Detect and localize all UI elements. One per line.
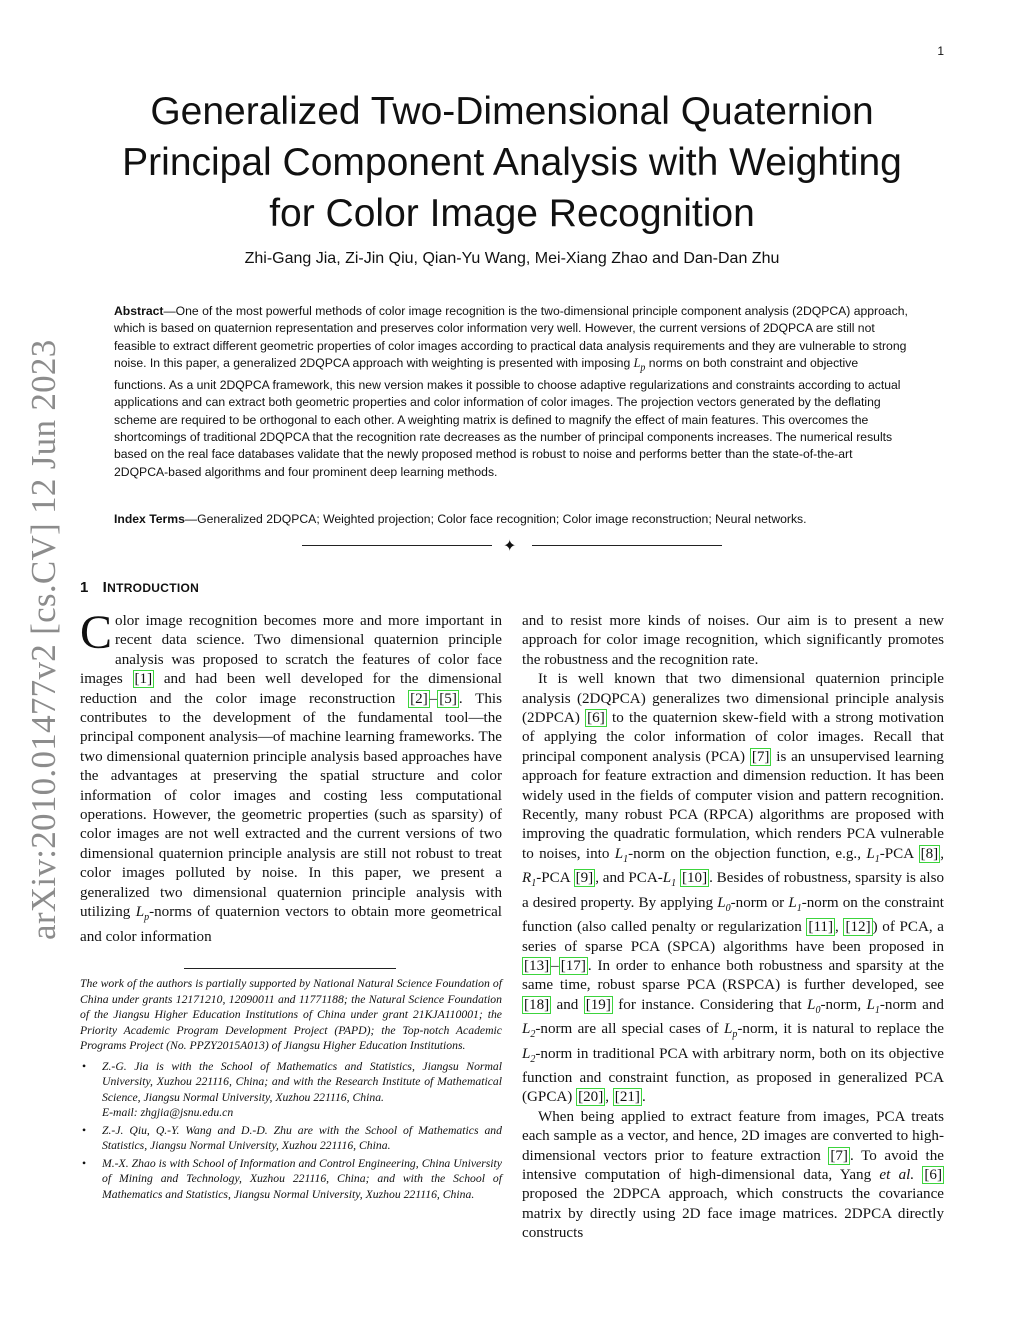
l1-norm-symbol: $L_1$ <box>662 870 677 890</box>
affiliation-item: • Z.-G. Jia is with the School of Mathematics and Statistics, Jiangsu Normal University, Xuzhou 221116, China; and with the Research Institute of Mathematical Science, Jiangsu Normal University, Xuzhou 221116, China. E-mail: zhgjia@jsnu.edu.cn <box>82 1059 502 1119</box>
section-title-first-letter: I <box>102 579 108 596</box>
abstract-text-part-2: norms on both constraint and objective functions. As a unit 2DQPCA framework, this new version makes it possible to choose adaptive regularizations and constraints according to actual applications and can extract both geometric properties and color information of color images. The projection vectors generated by the deflating scheme are required to be orthogonal to each other. A weighting matrix is defined to magnify the effect of main features. This overcomes the shortcomings of traditional 2DQPCA that the recognition rate decreases as the number of principal components increases. The numerical results based on the real face databases validate that the newly proposed method is robust to noise and performs better than the state-of-the-art 2DQPCA-based algorithms and four prominent deep learning methods. <box>114 356 901 479</box>
lp-norm-symbol: $L_p$ <box>723 1021 738 1041</box>
citation-link[interactable]: [8] <box>920 845 939 862</box>
l1-norm-symbol: $L_1$ <box>866 845 880 865</box>
affiliation-item: • Z.-J. Qiu, Q.-Y. Wang and D.-D. Zhu are with the School of Mathematics and Statistics, Jiangsu Normal University, Xuzhou 221116, China. <box>82 1123 502 1152</box>
citation-link[interactable]: [10] <box>681 870 708 887</box>
citation-link[interactable]: [6] <box>587 710 605 727</box>
citation-link[interactable]: [9] <box>575 870 594 887</box>
citation-link[interactable]: [21] <box>614 1089 640 1106</box>
l2-norm-symbol: $L_2$ <box>522 1045 536 1065</box>
citation-link[interactable]: [7] <box>830 1147 848 1164</box>
section-heading-introduction <box>80 579 199 596</box>
section-separator <box>302 538 722 554</box>
citation-link[interactable]: [17] <box>560 957 586 974</box>
citation-link[interactable]: [11] <box>808 919 834 936</box>
index-terms-text: —Generalized 2DQPCA; Weighted projection; Color face recognition; Color image reconstruction; Neural networks. <box>184 512 807 526</box>
citation-link[interactable]: [2] <box>410 690 428 707</box>
dropcap-letter: C <box>80 606 113 659</box>
section-title-rest: NTRODUCTION <box>107 581 200 595</box>
citation-link[interactable]: [20] <box>578 1089 604 1106</box>
l1-norm-symbol: $L_1$ <box>866 996 880 1016</box>
l1-norm-symbol: $L_1$ <box>788 894 802 914</box>
intro-paragraph-1: Color image recognition becomes more and more important in recent data science. Two dimensional quaternion principle analysis was proposed to scratch the features of color face images [1] and had been well developed for the dimensional reduction and the color image reconstruction [2] – [5] . This contributes to the development of the fundamental tool—the principal component analysis—of machine learning frameworks. The two dimensional quaternion principle analysis based approaches have the advantages at preserving the spatial structure and color information of color images and costing less computational operations. However, the geometric properties (such as sparsity) of color images are not well extracted and the current versions of two dimensional quaternion principle analysis are still not robust to treat color images polluted by noise. In this paper, we present a generalized two dimensional quaternion principle analysis with utilizing $L_p$-norms of quaternion vectors to obtain more geometrical and color information <box>80 606 503 945</box>
bullet-icon: • <box>82 1059 87 1073</box>
et-al: et al. <box>879 1167 915 1184</box>
citation-link[interactable]: [1] <box>134 671 153 688</box>
citation-link[interactable]: [19] <box>585 996 611 1013</box>
arxiv-identifier-stamp[interactable]: arXiv:2010.01477v2 [cs.CV] 12 Jun 2023 <box>24 339 63 940</box>
intro-paragraph-3: It is well known that two dimensional quaternion principle analysis (2DQPCA) generalizes two dimensional principle analysis (2DPCA) [6] to the quaternion skew-field with a strong motivation of applying the color information of color images. Recall that principal component analysis (PCA) [7] is an unsupervised learning approach for feature extraction and dimension reduction. It has been widely used in the fields of computer vision and pattern recognition. Recently, many robust PCA (RPCA) algorithms are proposed with improving the quadratic formulation, which renders PCA vulnerable to noises, into $L_1$-norm on the objection function, e.g., $L_1$-PCA [8] , $R_1$-PCA [9] , and PCA-$L_1$ [10] . Besides of robustness, sparsity is also a desired property. By applying $L_0$-norm or $L_1$-norm on the constraint function (also called penalty or regularization [11] , [12] ) of PCA, a series of sparse PCA (SPCA) algorithms have been proposed in [13] – [17] . In order to enhance both robustness and sparsity at the same time, robust sparse PCA (RSPCA) is further developed, see [18] and [19] for instance. Considering that $L_0$-norm, $L_1$-norm and $L_2$-norm are all special cases of $L_p$-norm, it is natural to replace the $L_2$-norm in traditional PCA with arbitrary norm, both on its objective function and constraint function, as proposed in generalized PCA (GPCA) [20] , [21] . <box>522 671 945 1106</box>
page-number: 1 <box>937 44 944 58</box>
index-terms-label: Index Terms <box>114 512 185 526</box>
right-column-body <box>522 612 944 1244</box>
intro-paragraph-4: When being applied to extract feature from images, PCA treats each sample as a vector, and hence, 2D images are converted to high-dimensional vectors prior to feature extraction [7] . To avoid the intensive computation of high-dimensional data, Yang et al. [6] proposed the 2DPCA approach, which constructs the covariance matrix by directly using 2D face image matrices. 2DPCA directly constructs <box>522 1108 944 1242</box>
footnotes <box>80 976 502 1204</box>
author-list: Zhi-Gang Jia, Zi-Jin Qiu, Qian-Yu Wang, Mei-Xiang Zhao and Dan-Dan Zhu <box>244 250 780 267</box>
separator-line-right <box>532 545 722 546</box>
separator-diamond-icon: ✦ <box>503 538 517 555</box>
paper-title: Generalized Two-Dimensional Quaternion Principal Component Analysis with Weighting for Color Image Recognition <box>122 90 902 235</box>
funding-note: The work of the authors is partially supported by National Natural Science Foundation of China under grants 12171210, 12090011 and 11771188; the Natural Science Foundation of the Jiangsu Higher Education Institutions of China under grant 21KJA110001; the Priority Academic Program Development Project (PAPD); the Top-notch Academic Programs Project (No. PPZY2015A013) of Jiangsu Higher Education Institutions. <box>80 977 502 1052</box>
footnote-rule <box>184 968 396 969</box>
abstract-text-part-1: —One of the most powerful methods of color image recognition is the two-dimensional principle component analysis (2DQPCA) approach, which is based on quaternion representation and preserves color information very well. However, the current versions of 2DQPCA are still not feasible to extract different geometric properties of color images according to practical data analysis requirements and they are vulnerable to strong noise. In this paper, a generalized 2DQPCA approach with weighting is presented with imposing <box>114 304 908 371</box>
r1-norm-symbol: $R_1$ <box>522 870 537 890</box>
affiliation-list <box>80 1059 502 1203</box>
lp-norm-symbol: $L_p$ <box>135 904 150 924</box>
intro-paragraph-2: and to resist more kinds of noises. Our aim is to present a new approach for color image recognition, which significantly promotes the robustness and the recognition rate. <box>522 613 944 668</box>
bullet-icon: • <box>82 1156 87 1170</box>
section-number: 1 <box>80 579 89 596</box>
citation-link[interactable]: [7] <box>751 748 770 765</box>
abstract-label: Abstract <box>114 304 164 318</box>
left-column-body <box>80 606 503 960</box>
l1-norm-symbol: $L_1$ <box>614 845 629 865</box>
separator-line-left <box>302 545 492 546</box>
citation-link[interactable]: [13] <box>524 957 550 974</box>
citation-link[interactable]: [6] <box>924 1167 943 1184</box>
l0-norm-symbol: $L_0$ <box>807 996 821 1016</box>
citation-link[interactable]: [18] <box>524 996 550 1013</box>
bullet-icon: • <box>82 1123 87 1137</box>
author-email[interactable]: E-mail: zhgjia@jsnu.edu.cn <box>102 1106 234 1119</box>
index-terms <box>114 511 910 528</box>
citation-link[interactable]: [5] <box>439 690 457 707</box>
lp-norm-symbol: $L_p$ <box>633 356 646 374</box>
abstract <box>114 303 910 481</box>
affiliation-item: • M.-X. Zhao is with School of Information and Control Engineering, China University of Mining and Technology, Xuzhou 221116, China; and with the School of Mathematics and Statistics, Jiangsu Normal University, Xuzhou 221116, China. <box>82 1156 502 1201</box>
citation-link[interactable]: [12] <box>845 919 871 936</box>
l0-norm-symbol: $L_0$ <box>717 894 731 914</box>
l2-norm-symbol: $L_2$ <box>522 1021 536 1041</box>
